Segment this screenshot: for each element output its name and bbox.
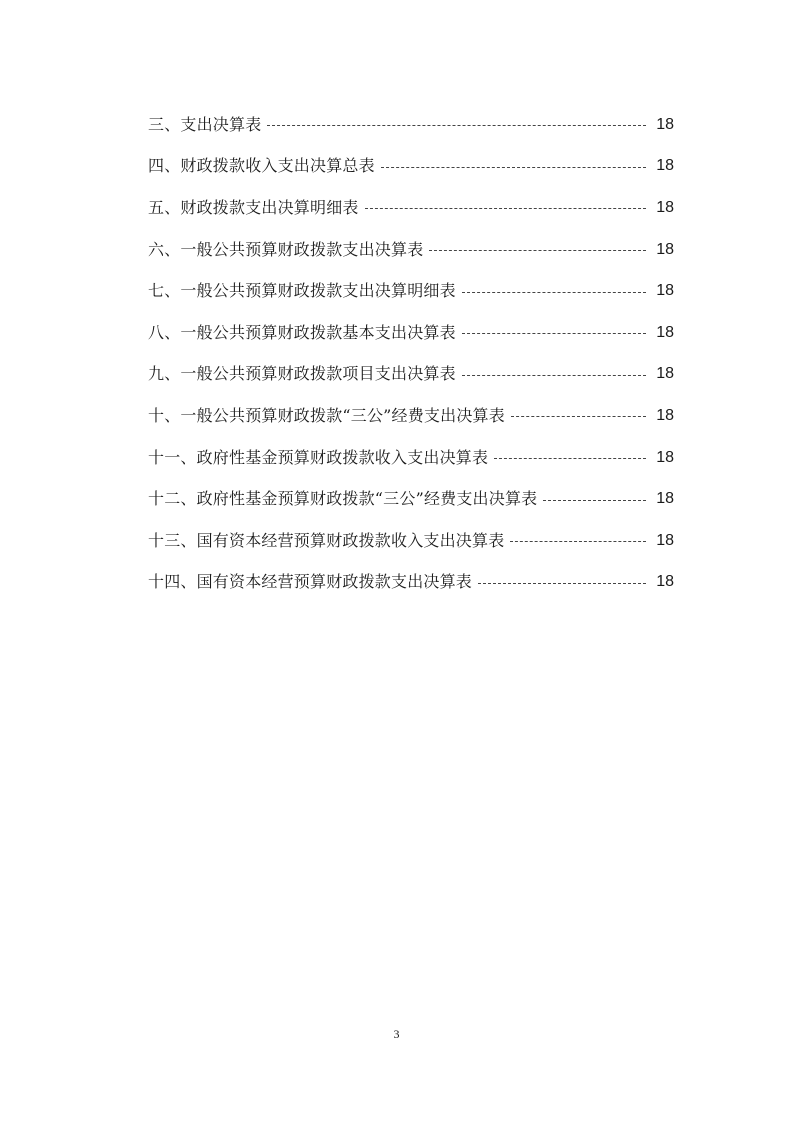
toc-entry-title: 十一、政府性基金预算财政拨款收入支出决算表: [148, 447, 489, 467]
toc-entry-title: 六、一般公共预算财政拨款支出决算表: [148, 239, 424, 259]
toc-entry-title: 三、支出决算表: [148, 114, 262, 134]
page-number: 3: [393, 1027, 400, 1041]
toc-entry[interactable]: [148, 229, 674, 271]
toc-dot-leader: [365, 208, 646, 209]
toc-entry-title: 四、财政拨款收入支出决算总表: [148, 156, 375, 176]
toc-entry[interactable]: [148, 437, 674, 479]
toc-entry-page: 18: [656, 198, 674, 216]
toc-entry-title: 八、一般公共预算财政拨款基本支出决算表: [148, 322, 456, 342]
toc-entry-page: 18: [656, 157, 674, 175]
toc-dot-leader: [511, 416, 646, 417]
toc-entry[interactable]: [148, 312, 674, 354]
toc-entry-page: 18: [656, 406, 674, 424]
toc-entry-page: 18: [656, 323, 674, 341]
toc-entry[interactable]: [148, 562, 674, 604]
toc-entry-page: 18: [656, 240, 674, 258]
toc-entry-title: 十、一般公共预算财政拨款“三公”经费支出决算表: [148, 405, 505, 425]
toc-entry-title: 五、财政拨款支出决算明细表: [148, 197, 359, 217]
toc-dot-leader: [494, 458, 646, 459]
toc-dot-leader: [510, 541, 646, 542]
toc-dot-leader: [478, 583, 646, 584]
table-of-contents: [148, 104, 674, 603]
toc-entry[interactable]: [148, 520, 674, 562]
toc-entry-title: 九、一般公共预算财政拨款项目支出决算表: [148, 364, 456, 384]
toc-dot-leader: [462, 375, 646, 376]
toc-entry[interactable]: [148, 478, 674, 520]
toc-entry[interactable]: [148, 104, 674, 146]
toc-entry-page: 18: [656, 490, 674, 508]
toc-entry-page: 18: [656, 573, 674, 591]
toc-dot-leader: [429, 250, 646, 251]
toc-dot-leader: [462, 333, 646, 334]
toc-entry[interactable]: [148, 354, 674, 396]
toc-entry-page: 18: [656, 448, 674, 466]
toc-entry-page: 18: [656, 531, 674, 549]
toc-entry-title: 十三、国有资本经营预算财政拨款收入支出决算表: [148, 530, 505, 550]
toc-dot-leader: [267, 125, 646, 126]
toc-entry-title: 十二、政府性基金预算财政拨款“三公”经费支出决算表: [148, 489, 538, 509]
toc-entry-page: 18: [656, 282, 674, 300]
toc-dot-leader: [381, 167, 646, 168]
toc-dot-leader: [462, 292, 646, 293]
toc-dot-leader: [543, 500, 646, 501]
toc-entry-title: 七、一般公共预算财政拨款支出决算明细表: [148, 281, 456, 301]
toc-entry-title: 十四、国有资本经营预算财政拨款支出决算表: [148, 572, 473, 592]
toc-entry-page: 18: [656, 115, 674, 133]
toc-entry[interactable]: [148, 270, 674, 312]
toc-entry[interactable]: [148, 395, 674, 437]
toc-entry[interactable]: [148, 146, 674, 188]
toc-entry-page: 18: [656, 365, 674, 383]
toc-entry[interactable]: [148, 187, 674, 229]
